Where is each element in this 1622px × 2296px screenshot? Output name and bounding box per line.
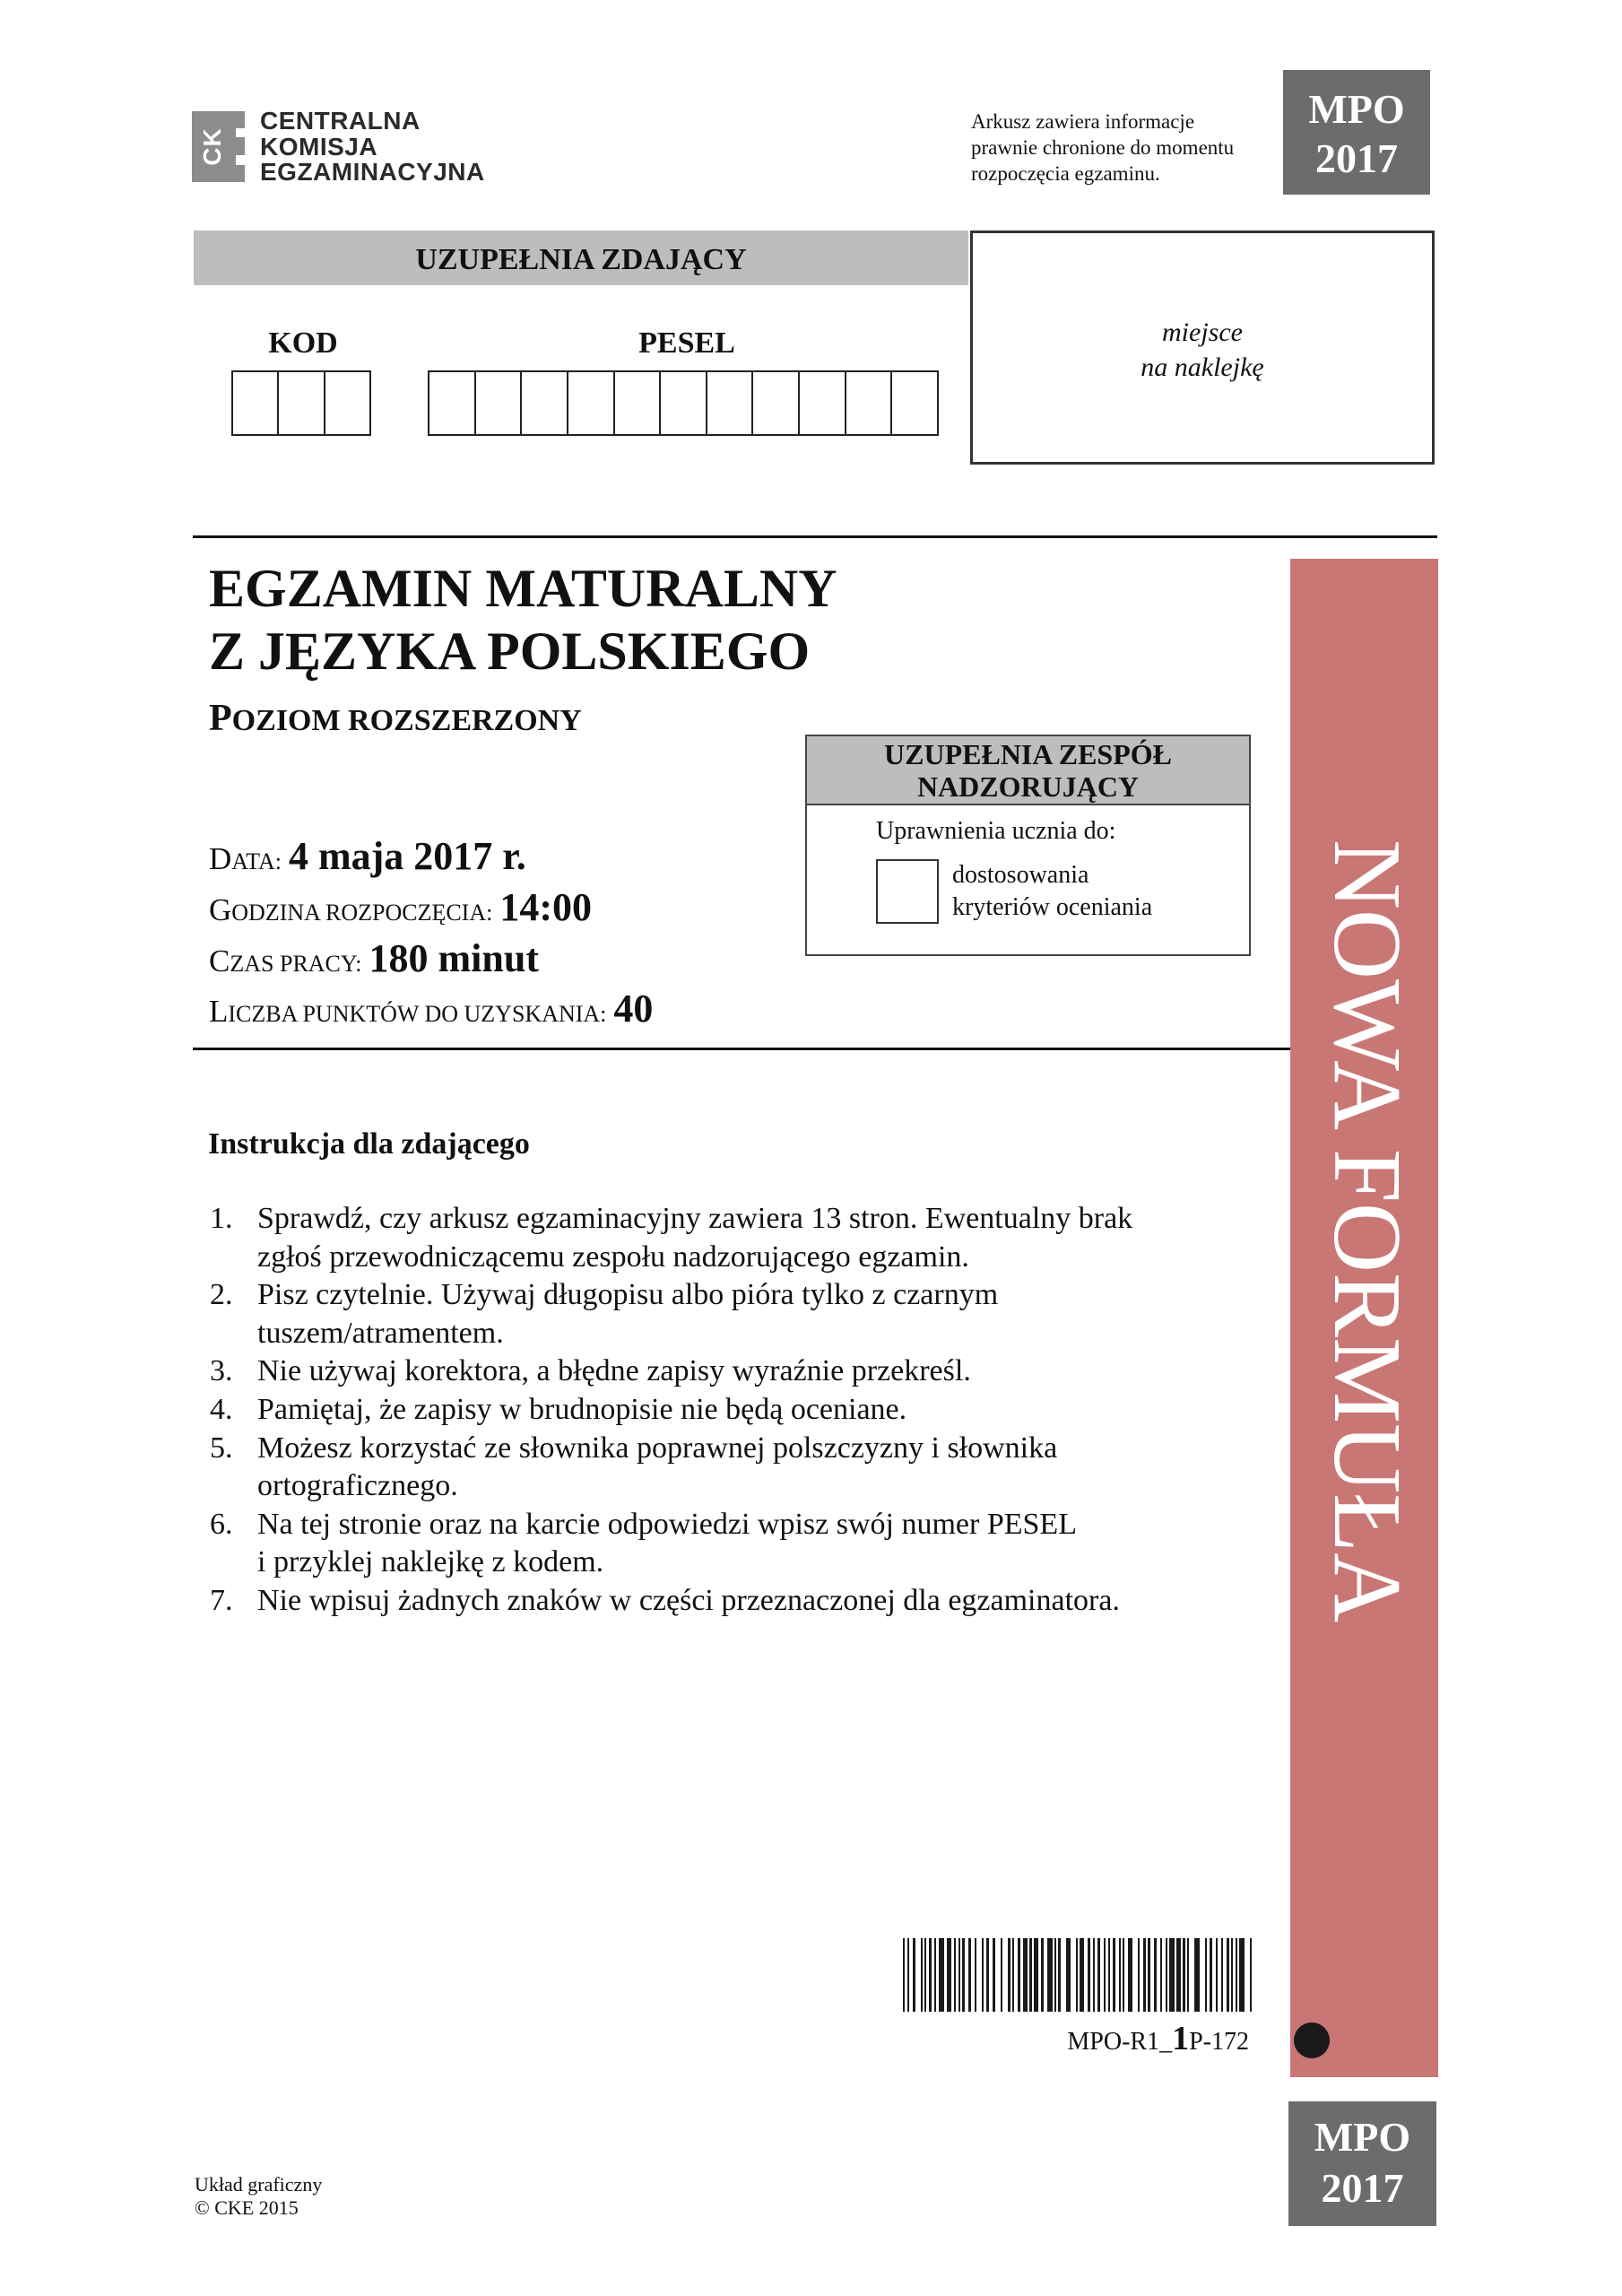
barcode-bar <box>1023 1938 1028 2012</box>
barcode-bar <box>1088 1938 1090 2012</box>
supervisor-title-line: NADZORUJĄCY <box>916 770 1140 803</box>
student-section-title: UZUPEŁNIA ZDAJĄCY <box>415 243 747 276</box>
instruction-number: 1. <box>210 1202 233 1235</box>
barcode-bar <box>986 1938 989 2012</box>
instruction-number: 7. <box>210 1583 233 1617</box>
barcode-bar <box>1034 1938 1038 2012</box>
barcode <box>903 1938 1252 2012</box>
barcode-code-prefix: MPO-R1_ <box>1067 2028 1173 2056</box>
pesel-boxes <box>428 370 939 436</box>
digit-box <box>233 372 279 434</box>
barcode-bar <box>929 1938 932 2012</box>
barcode-bar <box>939 1938 944 2012</box>
divider-top <box>193 535 1437 538</box>
organization-name-line: EGZAMINACYJNA <box>260 158 485 186</box>
supervisor-prompt: Uprawnienia ucznia do: <box>876 817 1116 845</box>
logo-initials: CK <box>198 127 226 166</box>
exam-points-label: LICZBA PUNKTÓW DO UZYSKANIA: <box>209 994 607 1029</box>
footer-line: Układ graficzny <box>195 2173 323 2196</box>
barcode-bar <box>1176 1938 1181 2012</box>
barcode-bar <box>1097 1938 1100 2012</box>
exam-date-value: 4 maja 2017 r. <box>288 834 526 878</box>
barcode-bar <box>1239 1938 1245 2012</box>
digit-box <box>661 372 707 434</box>
digit-box <box>325 372 371 434</box>
instruction-number: 4. <box>210 1392 233 1426</box>
exam-points <box>209 984 653 1039</box>
barcode-bar <box>934 1938 936 2012</box>
barcode-bar <box>1138 1938 1140 2012</box>
digit-box <box>800 372 846 434</box>
supervisor-title-line: UZUPEŁNIA ZESPÓŁ <box>884 738 1172 770</box>
instructions-list <box>208 1200 1132 1621</box>
barcode-bar <box>1058 1938 1061 2012</box>
divider-middle <box>193 1048 1291 1050</box>
exam-title <box>209 557 837 683</box>
cke-logo-mark <box>192 111 245 182</box>
barcode-bar <box>1076 1938 1078 2012</box>
barcode-code-emphasis: 1 <box>1172 2020 1190 2057</box>
instruction-text-line: Pamiętaj, że zapisy w brudnopisie nie będą oceniane. <box>257 1392 907 1426</box>
organization-name-line: CENTRALNA <box>260 107 421 135</box>
barcode-bar <box>1169 1938 1175 2012</box>
barcode-bar <box>907 1938 909 2012</box>
notice-line: prawnie chronione do momentu <box>971 136 1235 159</box>
instruction-item <box>208 1352 1132 1391</box>
barcode-bar <box>1093 1938 1095 2012</box>
barcode-bar <box>1210 1938 1212 2012</box>
instruction-item <box>208 1276 1132 1352</box>
barcode-bar <box>1250 1938 1252 2012</box>
badge-year: 2017 <box>1321 2165 1404 2211</box>
instruction-text-line: Możesz korzystać ze słownika poprawnej polszczyzny i słownika <box>257 1431 1058 1465</box>
option-label-line: kryteriów oceniania <box>952 893 1153 921</box>
option-label-line: dostosowania <box>952 861 1089 889</box>
instruction-text-line: zgłoś przewodniczącemu zespołu nadzorującego egzamin. <box>257 1239 969 1274</box>
barcode-bar <box>1104 1938 1106 2012</box>
barcode-bar <box>1108 1938 1110 2012</box>
barcode-code <box>897 2021 1249 2060</box>
barcode-code-suffix: P-172 <box>1189 2028 1249 2056</box>
instruction-text-line: Pisz czytelnie. Używaj długopisu albo pióra tylko z czarnym <box>257 1278 999 1312</box>
instruction-item <box>208 1430 1132 1506</box>
barcode-bar <box>947 1938 951 2012</box>
supervisor-section-header <box>807 736 1249 805</box>
barcode-bar <box>1205 1938 1207 2012</box>
digit-box <box>846 372 893 434</box>
instruction-text-line: Sprawdź, czy arkusz egzaminacyjny zawiera 13 stron. Ewentualny brak <box>257 1202 1133 1235</box>
instruction-text-line: ortograficznego. <box>257 1469 458 1503</box>
confidentiality-notice <box>971 109 1234 187</box>
instruction-number: 6. <box>210 1507 233 1541</box>
logo-notch <box>236 155 245 165</box>
barcode-bar <box>1187 1938 1189 2012</box>
digit-box <box>279 372 325 434</box>
instruction-text-line: tuszem/atramentem. <box>257 1316 504 1350</box>
instruction-item <box>208 1506 1132 1582</box>
exam-duration-value: 180 minut <box>369 936 539 980</box>
kod-boxes <box>231 370 371 436</box>
exam-points-value: 40 <box>613 987 654 1031</box>
barcode-bar <box>975 1938 976 2012</box>
exam-date <box>209 831 526 887</box>
barcode-bar <box>1166 1938 1167 2012</box>
barcode-bar <box>1018 1938 1020 2012</box>
barcode-bar <box>1160 1938 1162 2012</box>
instruction-text-line: Nie używaj korektora, a błędne zapisy wyraźnie przekreśl. <box>257 1354 971 1388</box>
barcode-bar <box>1216 1938 1218 2012</box>
digit-box <box>892 372 939 434</box>
instruction-number: 2. <box>210 1278 233 1312</box>
exam-start-time <box>209 883 592 938</box>
digit-box <box>615 372 662 434</box>
sticker-label-line: miejsce <box>1162 317 1243 347</box>
barcode-bar <box>1001 1938 1002 2012</box>
barcode-bar <box>958 1938 960 2012</box>
barcode-bar <box>903 1938 905 2012</box>
exam-title-line: EGZAMIN MATURALNY <box>209 559 837 618</box>
barcode-bar <box>1029 1938 1032 2012</box>
logo-notch <box>236 128 245 137</box>
instruction-item <box>208 1200 1132 1276</box>
barcode-bar <box>1128 1938 1132 2012</box>
organization-name <box>260 109 485 186</box>
instruction-text-line: i przyklej naklejkę z kodem. <box>257 1545 604 1579</box>
instruction-number: 5. <box>210 1431 233 1465</box>
badge-year: 2017 <box>1315 135 1398 181</box>
barcode-bar <box>1041 1938 1044 2012</box>
instruction-text-line: Na tej stronie oraz na karcie odpowiedzi wpisz swój numer PESEL <box>257 1507 1077 1541</box>
digit-box <box>568 372 615 434</box>
barcode-bar <box>962 1938 965 2012</box>
footer-line: © CKE 2015 <box>195 2196 299 2219</box>
digit-box <box>522 372 568 434</box>
adaptation-option-label <box>952 859 1152 924</box>
barcode-bar <box>1143 1938 1146 2012</box>
barcode-bar <box>1012 1938 1014 2012</box>
exam-level: POZIOM ROZSZERZONY <box>209 698 582 739</box>
barcode-bar <box>954 1938 956 2012</box>
barcode-bar <box>1080 1938 1084 2012</box>
barcode-bar <box>1236 1938 1237 2012</box>
barcode-bar <box>1183 1938 1185 2012</box>
exam-start-label: GODZINA ROZPOCZĘCIA: <box>209 892 493 927</box>
digit-box <box>429 372 476 434</box>
instructions-heading: Instrukcja dla zdającego <box>208 1127 530 1161</box>
exam-code-badge-top <box>1283 70 1430 195</box>
digit-box <box>753 372 800 434</box>
barcode-bar <box>1054 1938 1056 2012</box>
barcode-bar <box>1123 1938 1124 2012</box>
organization-name-line: KOMISJA <box>260 132 378 161</box>
barcode-bar <box>924 1938 926 2012</box>
barcode-bar <box>1066 1938 1071 2012</box>
barcode-bar <box>968 1938 971 2012</box>
exam-duration-label: CZAS PRACY: <box>209 944 362 978</box>
footer-credit <box>195 2173 322 2220</box>
instruction-text-line: Nie wpisuj żadnych znaków w części przeznaczonej dla egzaminatora. <box>257 1583 1120 1617</box>
barcode-bar <box>982 1938 984 2012</box>
barcode-bar <box>1113 1938 1115 2012</box>
barcode-bar <box>1231 1938 1233 2012</box>
instruction-item <box>208 1582 1132 1621</box>
adaptation-checkbox <box>876 859 939 924</box>
exam-title-line: Z JĘZYKA POLSKIEGO <box>209 622 811 681</box>
barcode-bar <box>993 1938 995 2012</box>
notice-line: rozpoczęcia egzaminu. <box>971 162 1160 185</box>
barcode-bar <box>1154 1938 1157 2012</box>
barcode-bar <box>1119 1938 1121 2012</box>
kod-label: KOD <box>268 326 338 360</box>
student-section-header <box>194 230 968 285</box>
barcode-bar <box>1148 1938 1150 2012</box>
barcode-bar <box>1047 1938 1053 2012</box>
badge-code: MPO <box>1314 2114 1411 2160</box>
digit-box <box>707 372 754 434</box>
barcode-bar <box>1221 1938 1223 2012</box>
exam-date-label: DATA: <box>209 841 282 876</box>
barcode-bar <box>1194 1938 1200 2012</box>
instruction-item <box>208 1391 1132 1430</box>
exam-code-badge-bottom <box>1288 2101 1436 2226</box>
exam-duration <box>209 934 539 989</box>
badge-code: MPO <box>1308 86 1405 132</box>
barcode-bar <box>913 1938 915 2012</box>
instruction-number: 3. <box>210 1354 233 1388</box>
exam-start-value: 14:00 <box>499 885 592 929</box>
pesel-label: PESEL <box>638 326 735 360</box>
sticker-label-line: na naklejkę <box>1141 352 1264 382</box>
notice-line: Arkusz zawiera informacje <box>971 110 1195 133</box>
barcode-bar <box>921 1938 923 2012</box>
registration-dot-icon <box>1294 2022 1330 2058</box>
barcode-bar <box>1227 1938 1229 2012</box>
digit-box <box>476 372 523 434</box>
sticker-area <box>970 230 1435 465</box>
side-banner-text: NOWA FORMUŁA <box>1314 839 1420 1623</box>
barcode-bar <box>1008 1938 1010 2012</box>
